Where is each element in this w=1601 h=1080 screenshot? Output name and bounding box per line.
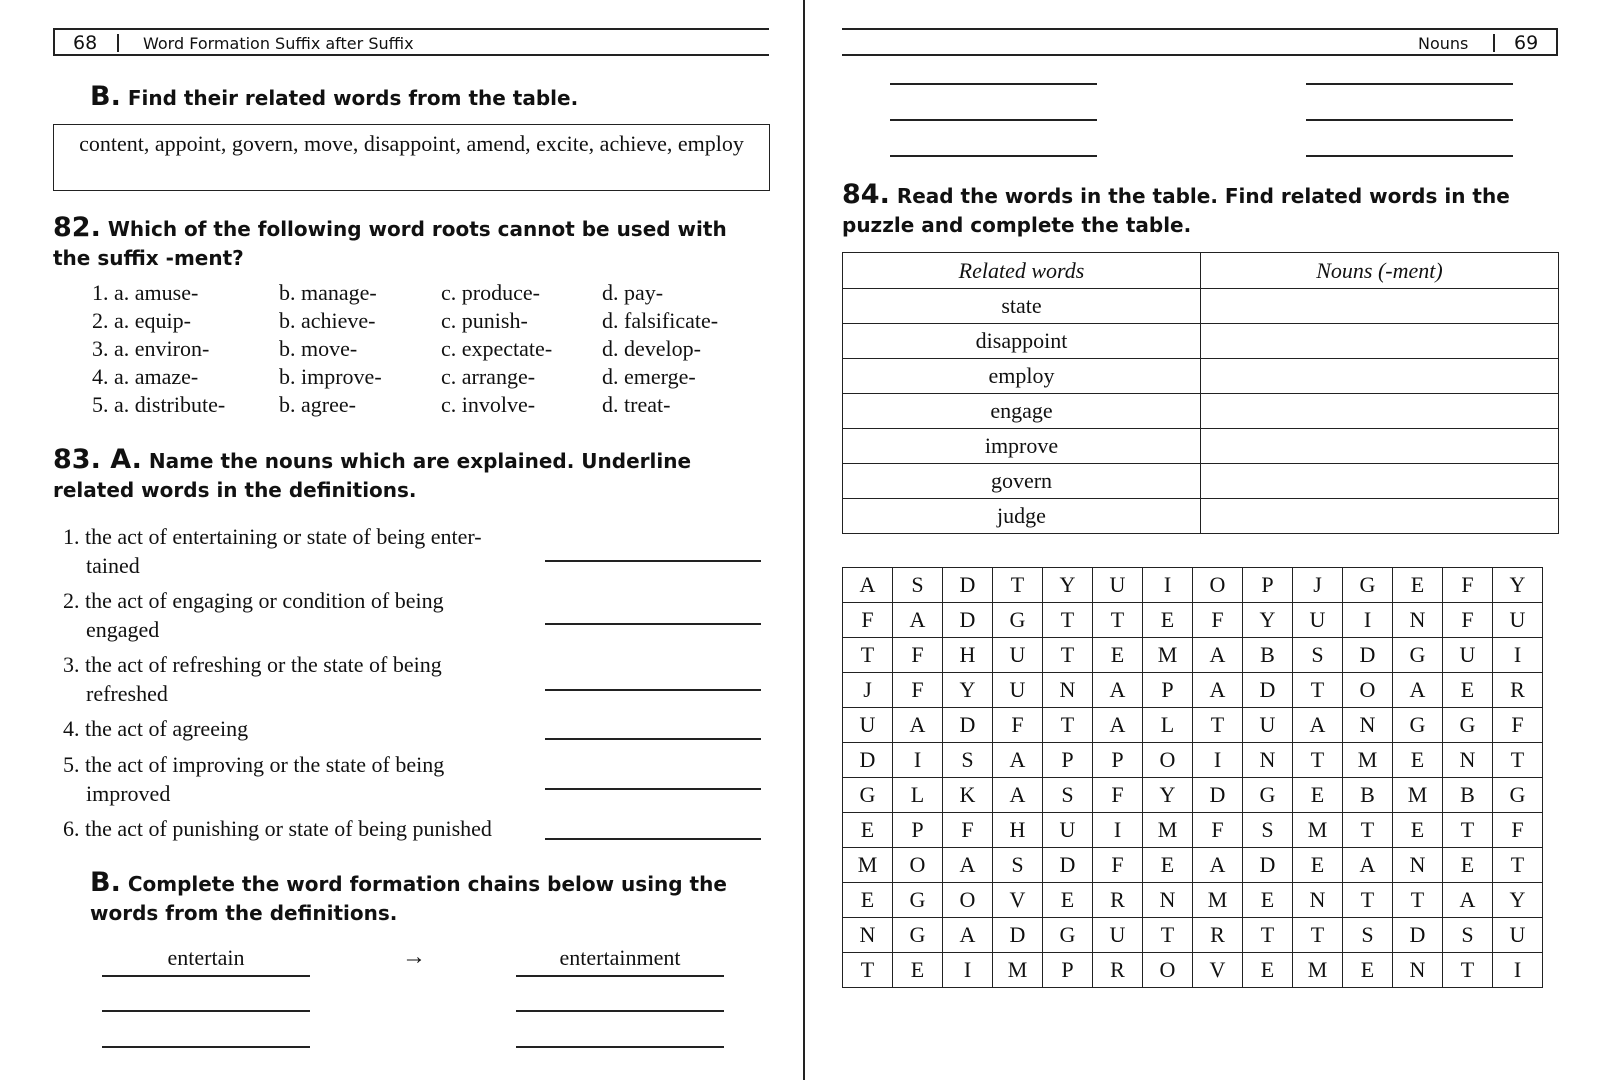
puzzle-cell[interactable]: U	[1243, 708, 1293, 743]
puzzle-cell[interactable]: F	[1493, 813, 1543, 848]
puzzle-cell[interactable]: I	[1193, 743, 1243, 778]
puzzle-cell[interactable]: D	[993, 918, 1043, 953]
puzzle-cell[interactable]: B	[1443, 778, 1493, 813]
puzzle-cell[interactable]: P	[1243, 568, 1293, 603]
puzzle-cell[interactable]: T	[1493, 743, 1543, 778]
puzzle-cell[interactable]: E	[1443, 673, 1493, 708]
puzzle-cell[interactable]: M	[1343, 743, 1393, 778]
puzzle-cell[interactable]: D	[943, 708, 993, 743]
puzzle-cell[interactable]: J	[843, 673, 893, 708]
puzzle-row	[843, 603, 1543, 638]
puzzle-cell[interactable]: M	[1193, 883, 1243, 918]
puzzle-cell[interactable]: A	[943, 848, 993, 883]
puzzle-cell[interactable]: T	[1043, 603, 1093, 638]
table-row	[843, 324, 1559, 359]
puzzle-cell[interactable]: O	[943, 883, 993, 918]
puzzle-cell[interactable]: L	[1143, 708, 1193, 743]
puzzle-cell[interactable]: M	[1293, 813, 1343, 848]
puzzle-cell[interactable]: U	[1043, 813, 1093, 848]
puzzle-cell[interactable]: T	[1193, 708, 1243, 743]
exercise-82-heading: 82. Which of the following word roots cannot be used with the suffix -ment?	[53, 212, 727, 270]
table-row	[843, 394, 1559, 429]
puzzle-cell[interactable]: A	[1293, 708, 1343, 743]
puzzle-cell[interactable]: P	[893, 813, 943, 848]
puzzle-row	[843, 953, 1543, 988]
answer-blank[interactable]	[545, 689, 761, 691]
table-row	[843, 289, 1559, 324]
puzzle-cell[interactable]: G	[1243, 778, 1293, 813]
table-row	[843, 429, 1559, 464]
puzzle-cell[interactable]: T	[843, 953, 893, 988]
puzzle-cell[interactable]: D	[943, 603, 993, 638]
column-header: Nouns (-ment)	[1201, 253, 1559, 289]
puzzle-cell[interactable]: A	[943, 918, 993, 953]
puzzle-cell[interactable]: N	[843, 918, 893, 953]
puzzle-cell[interactable]: M	[993, 953, 1043, 988]
answer-blank[interactable]	[545, 560, 761, 562]
puzzle-row	[843, 883, 1543, 918]
puzzle-cell[interactable]: U	[993, 638, 1043, 673]
puzzle-cell[interactable]: H	[943, 638, 993, 673]
chain-blank[interactable]	[102, 1010, 310, 1012]
puzzle-cell[interactable]: F	[1443, 568, 1493, 603]
puzzle-cell[interactable]: L	[893, 778, 943, 813]
puzzle-cell[interactable]: F	[1093, 848, 1143, 883]
puzzle-cell[interactable]: N	[1443, 743, 1493, 778]
puzzle-cell[interactable]: N	[1243, 743, 1293, 778]
puzzle-cell[interactable]: E	[1393, 568, 1443, 603]
puzzle-cell[interactable]: F	[1193, 603, 1243, 638]
puzzle-cell[interactable]: G	[1393, 708, 1443, 743]
puzzle-cell[interactable]: A	[843, 568, 893, 603]
puzzle-cell[interactable]: S	[943, 743, 993, 778]
puzzle-cell[interactable]: A	[893, 603, 943, 638]
exercise-83b-heading: B. Complete the word formation chains below using the words from the definitions.	[90, 867, 727, 925]
exercise-84-heading: 84. Read the words in the table. Find related words in the puzzle and complete the table.	[842, 179, 1510, 237]
puzzle-cell[interactable]: A	[893, 708, 943, 743]
puzzle-cell[interactable]: V	[993, 883, 1043, 918]
word-search-puzzle	[842, 567, 1543, 988]
header-separator	[117, 34, 119, 52]
puzzle-cell[interactable]: B	[1243, 638, 1293, 673]
puzzle-cell[interactable]: N	[1393, 953, 1443, 988]
left-running-head	[53, 28, 769, 56]
puzzle-cell[interactable]: M	[1143, 638, 1193, 673]
puzzle-cell[interactable]: Y	[1493, 568, 1543, 603]
related-words-table	[842, 252, 1559, 534]
running-title: Word Formation Suffix after Suffix	[143, 34, 414, 53]
puzzle-cell[interactable]: F	[1093, 778, 1143, 813]
puzzle-cell[interactable]: I	[1493, 638, 1543, 673]
answer-blank[interactable]	[545, 623, 761, 625]
puzzle-cell[interactable]: I	[1093, 813, 1143, 848]
related-word-cell: disappoint	[843, 324, 1201, 359]
option-b: b. agree-	[279, 392, 356, 417]
puzzle-cell[interactable]: A	[1093, 673, 1143, 708]
puzzle-cell[interactable]: N	[1343, 708, 1393, 743]
related-word-cell: state	[843, 289, 1201, 324]
answer-cell[interactable]	[1201, 499, 1559, 534]
option-b: b. improve-	[279, 364, 382, 389]
definition-item: 2. the act of engaging or condition of being engaged	[63, 588, 444, 642]
puzzle-cell[interactable]: N	[1393, 603, 1443, 638]
answer-blank[interactable]	[1306, 83, 1513, 85]
puzzle-cell[interactable]: I	[1143, 568, 1193, 603]
puzzle-cell[interactable]: T	[1343, 813, 1393, 848]
puzzle-cell[interactable]: E	[1393, 743, 1443, 778]
puzzle-cell[interactable]: T	[1443, 953, 1493, 988]
puzzle-cell[interactable]: U	[1493, 918, 1543, 953]
option-c: c. produce-	[441, 280, 540, 305]
running-title: Nouns	[1418, 34, 1469, 53]
puzzle-cell[interactable]: G	[893, 918, 943, 953]
chain-blank[interactable]	[516, 975, 724, 977]
puzzle-cell[interactable]: A	[1193, 638, 1243, 673]
puzzle-cell[interactable]: E	[893, 953, 943, 988]
puzzle-cell[interactable]: T	[843, 638, 893, 673]
puzzle-cell[interactable]: D	[943, 568, 993, 603]
puzzle-cell[interactable]: U	[993, 673, 1043, 708]
option-a: 1. a. amuse-	[92, 280, 199, 305]
answer-cell[interactable]	[1201, 429, 1559, 464]
puzzle-cell[interactable]: B	[1343, 778, 1393, 813]
puzzle-cell[interactable]: F	[993, 708, 1043, 743]
related-word-cell: govern	[843, 464, 1201, 499]
puzzle-cell[interactable]: T	[1143, 918, 1193, 953]
puzzle-cell[interactable]: F	[943, 813, 993, 848]
option-b: b. manage-	[279, 280, 377, 305]
puzzle-cell[interactable]: N	[1293, 883, 1343, 918]
puzzle-cell[interactable]: Y	[1243, 603, 1293, 638]
puzzle-cell[interactable]: Y	[1493, 883, 1543, 918]
puzzle-cell[interactable]: A	[1343, 848, 1393, 883]
exercise-83-heading: 83. A. Name the nouns which are explained. Underline related words in the definitions.	[53, 444, 692, 502]
puzzle-cell[interactable]: E	[1293, 778, 1343, 813]
puzzle-cell[interactable]: T	[993, 568, 1043, 603]
puzzle-row	[843, 638, 1543, 673]
chain-blank[interactable]	[516, 1046, 724, 1048]
puzzle-cell[interactable]: G	[843, 778, 893, 813]
puzzle-cell[interactable]: R	[1093, 953, 1143, 988]
puzzle-row	[843, 918, 1543, 953]
puzzle-cell[interactable]: N	[1043, 673, 1093, 708]
puzzle-cell[interactable]: G	[1493, 778, 1543, 813]
puzzle-cell[interactable]: O	[1143, 743, 1193, 778]
chain-blank[interactable]	[102, 975, 310, 977]
puzzle-row	[843, 708, 1543, 743]
puzzle-cell[interactable]: D	[1243, 673, 1293, 708]
puzzle-cell[interactable]: T	[1243, 918, 1293, 953]
definition-item: 6. the act of punishing or state of being punished	[63, 816, 492, 841]
puzzle-cell[interactable]: D	[1243, 848, 1293, 883]
table-row	[843, 499, 1559, 534]
option-c: c. punish-	[441, 308, 528, 333]
puzzle-cell[interactable]: E	[1143, 848, 1193, 883]
puzzle-cell[interactable]: T	[1493, 848, 1543, 883]
puzzle-cell[interactable]: G	[893, 883, 943, 918]
option-a: 3. a. environ-	[92, 336, 210, 361]
puzzle-cell[interactable]: V	[1193, 953, 1243, 988]
definition-item: 5. the act of improving or the state of being improved	[63, 752, 445, 806]
answer-blank[interactable]	[545, 788, 761, 790]
puzzle-cell[interactable]: A	[1393, 673, 1443, 708]
answer-blank[interactable]	[890, 155, 1097, 157]
table-header-row	[843, 253, 1559, 289]
puzzle-cell[interactable]: F	[1493, 708, 1543, 743]
right-arrow-icon: →	[402, 944, 426, 970]
option-d: d. pay-	[602, 280, 664, 305]
puzzle-cell[interactable]: M	[1293, 953, 1343, 988]
puzzle-cell[interactable]: A	[1443, 883, 1493, 918]
option-b: b. achieve-	[279, 308, 376, 333]
answer-blank[interactable]	[545, 738, 761, 740]
puzzle-cell[interactable]: G	[1343, 568, 1393, 603]
puzzle-cell[interactable]: D	[843, 743, 893, 778]
table-row	[843, 359, 1559, 394]
puzzle-cell[interactable]: D	[1393, 918, 1443, 953]
related-word-cell: judge	[843, 499, 1201, 534]
header-separator	[1493, 34, 1495, 52]
puzzle-cell[interactable]: T	[1293, 673, 1343, 708]
puzzle-cell[interactable]: T	[1043, 638, 1093, 673]
puzzle-cell[interactable]: O	[1193, 568, 1243, 603]
puzzle-cell[interactable]: Y	[1043, 568, 1093, 603]
puzzle-cell[interactable]: E	[1093, 638, 1143, 673]
puzzle-cell[interactable]: M	[1143, 813, 1193, 848]
puzzle-cell[interactable]: E	[1143, 603, 1193, 638]
puzzle-row	[843, 568, 1543, 603]
puzzle-cell[interactable]: S	[1443, 918, 1493, 953]
puzzle-cell[interactable]: R	[1193, 918, 1243, 953]
option-c: c. expectate-	[441, 336, 553, 361]
puzzle-cell[interactable]: E	[1243, 953, 1293, 988]
chain-blank[interactable]	[102, 1046, 310, 1048]
puzzle-cell[interactable]: T	[1443, 813, 1493, 848]
chain-example-to: entertainment	[559, 945, 681, 970]
puzzle-cell[interactable]: F	[1443, 603, 1493, 638]
puzzle-cell[interactable]: U	[1493, 603, 1543, 638]
puzzle-cell[interactable]: T	[1093, 603, 1143, 638]
answer-blank[interactable]	[890, 119, 1097, 121]
option-b: b. move-	[279, 336, 358, 361]
puzzle-cell[interactable]: S	[993, 848, 1043, 883]
puzzle-cell[interactable]: K	[943, 778, 993, 813]
answer-cell[interactable]	[1201, 359, 1559, 394]
puzzle-cell[interactable]: A	[1093, 708, 1143, 743]
answer-blank[interactable]	[545, 838, 761, 840]
puzzle-cell[interactable]: U	[843, 708, 893, 743]
option-a: 5. a. distribute-	[92, 392, 226, 417]
column-header: Related words	[843, 253, 1201, 289]
puzzle-cell[interactable]: G	[1393, 638, 1443, 673]
section-b-heading: B. Find their related words from the table.	[90, 81, 579, 112]
answer-cell[interactable]	[1201, 324, 1559, 359]
puzzle-cell[interactable]: M	[843, 848, 893, 883]
puzzle-row	[843, 778, 1543, 813]
answer-blank[interactable]	[1306, 119, 1513, 121]
page-gutter	[803, 0, 805, 1080]
puzzle-cell[interactable]: E	[1293, 848, 1343, 883]
puzzle-cell[interactable]: E	[1243, 883, 1293, 918]
puzzle-cell[interactable]: O	[1343, 673, 1393, 708]
page-number: 69	[1514, 32, 1539, 54]
puzzle-cell[interactable]: G	[993, 603, 1043, 638]
related-word-cell: improve	[843, 429, 1201, 464]
option-d: d. falsificate-	[602, 308, 719, 333]
answer-cell[interactable]	[1201, 394, 1559, 429]
option-c: c. arrange-	[441, 364, 536, 389]
word-box: content, appoint, govern, move, disappoint, amend, excite, achieve, employ	[53, 124, 770, 191]
option-d: d. emerge-	[602, 364, 696, 389]
chain-blank[interactable]	[516, 1010, 724, 1012]
option-c: c. involve-	[441, 392, 536, 417]
puzzle-cell[interactable]: I	[943, 953, 993, 988]
option-a: 2. a. equip-	[92, 308, 191, 333]
puzzle-cell[interactable]: P	[1043, 743, 1093, 778]
puzzle-cell[interactable]: T	[1393, 883, 1443, 918]
related-word-cell: employ	[843, 359, 1201, 394]
puzzle-row	[843, 813, 1543, 848]
puzzle-cell[interactable]: E	[1443, 848, 1493, 883]
option-a: 4. a. amaze-	[92, 364, 199, 389]
puzzle-cell[interactable]: P	[1143, 673, 1193, 708]
puzzle-cell[interactable]: T	[1043, 708, 1093, 743]
page-number: 68	[73, 32, 98, 54]
puzzle-cell[interactable]: E	[843, 813, 893, 848]
puzzle-cell[interactable]: T	[1293, 918, 1343, 953]
puzzle-cell[interactable]: I	[1343, 603, 1393, 638]
puzzle-cell[interactable]: F	[843, 603, 893, 638]
answer-cell[interactable]	[1201, 464, 1559, 499]
puzzle-cell[interactable]: P	[1093, 743, 1143, 778]
puzzle-cell[interactable]: N	[1393, 848, 1443, 883]
puzzle-cell[interactable]: A	[993, 743, 1043, 778]
definition-item: 4. the act of agreeing	[63, 716, 249, 741]
puzzle-row	[843, 673, 1543, 708]
right-running-head	[842, 28, 1558, 56]
puzzle-cell[interactable]: G	[1043, 918, 1093, 953]
puzzle-cell[interactable]: S	[1243, 813, 1293, 848]
puzzle-cell[interactable]: R	[1093, 883, 1143, 918]
puzzle-cell[interactable]: T	[1293, 743, 1343, 778]
puzzle-cell[interactable]: U	[1443, 638, 1493, 673]
puzzle-cell[interactable]: A	[993, 778, 1043, 813]
definition-item: 1. the act of entertaining or state of being enter- tained	[63, 524, 482, 578]
puzzle-cell[interactable]: G	[1443, 708, 1493, 743]
puzzle-cell[interactable]: J	[1293, 568, 1343, 603]
puzzle-cell[interactable]: H	[993, 813, 1043, 848]
puzzle-cell[interactable]: S	[1043, 778, 1093, 813]
puzzle-cell[interactable]: E	[843, 883, 893, 918]
answer-blank[interactable]	[890, 83, 1097, 85]
puzzle-cell[interactable]: N	[1143, 883, 1193, 918]
puzzle-cell[interactable]: U	[1093, 568, 1143, 603]
puzzle-cell[interactable]: U	[1093, 918, 1143, 953]
puzzle-cell[interactable]: D	[1043, 848, 1093, 883]
puzzle-cell[interactable]: S	[1343, 918, 1393, 953]
answer-blank[interactable]	[1306, 155, 1513, 157]
puzzle-cell[interactable]: O	[893, 848, 943, 883]
puzzle-cell[interactable]: E	[1343, 953, 1393, 988]
puzzle-cell[interactable]: F	[1193, 813, 1243, 848]
option-d: d. treat-	[602, 392, 671, 417]
puzzle-cell[interactable]: D	[1193, 778, 1243, 813]
puzzle-cell[interactable]: E	[1043, 883, 1093, 918]
puzzle-row	[843, 743, 1543, 778]
puzzle-cell[interactable]: I	[1493, 953, 1543, 988]
table-row	[843, 464, 1559, 499]
puzzle-cell[interactable]: U	[1293, 603, 1343, 638]
puzzle-cell[interactable]: D	[1343, 638, 1393, 673]
puzzle-cell[interactable]: O	[1143, 953, 1193, 988]
puzzle-cell[interactable]: F	[893, 673, 943, 708]
puzzle-cell[interactable]: A	[1193, 848, 1243, 883]
puzzle-row	[843, 848, 1543, 883]
answer-cell[interactable]	[1201, 289, 1559, 324]
puzzle-cell[interactable]: R	[1493, 673, 1543, 708]
related-word-cell: engage	[843, 394, 1201, 429]
puzzle-cell[interactable]: Y	[943, 673, 993, 708]
puzzle-cell[interactable]: A	[1193, 673, 1243, 708]
chain-example-from: entertain	[167, 945, 245, 970]
puzzle-cell[interactable]: S	[893, 568, 943, 603]
definition-item: 3. the act of refreshing or the state of being refreshed	[63, 652, 442, 706]
puzzle-cell[interactable]: M	[1393, 778, 1443, 813]
puzzle-cell[interactable]: T	[1343, 883, 1393, 918]
puzzle-cell[interactable]: Y	[1143, 778, 1193, 813]
puzzle-cell[interactable]: F	[893, 638, 943, 673]
puzzle-cell[interactable]: P	[1043, 953, 1093, 988]
puzzle-cell[interactable]: S	[1293, 638, 1343, 673]
puzzle-cell[interactable]: I	[893, 743, 943, 778]
option-d: d. develop-	[602, 336, 701, 361]
puzzle-cell[interactable]: E	[1393, 813, 1443, 848]
